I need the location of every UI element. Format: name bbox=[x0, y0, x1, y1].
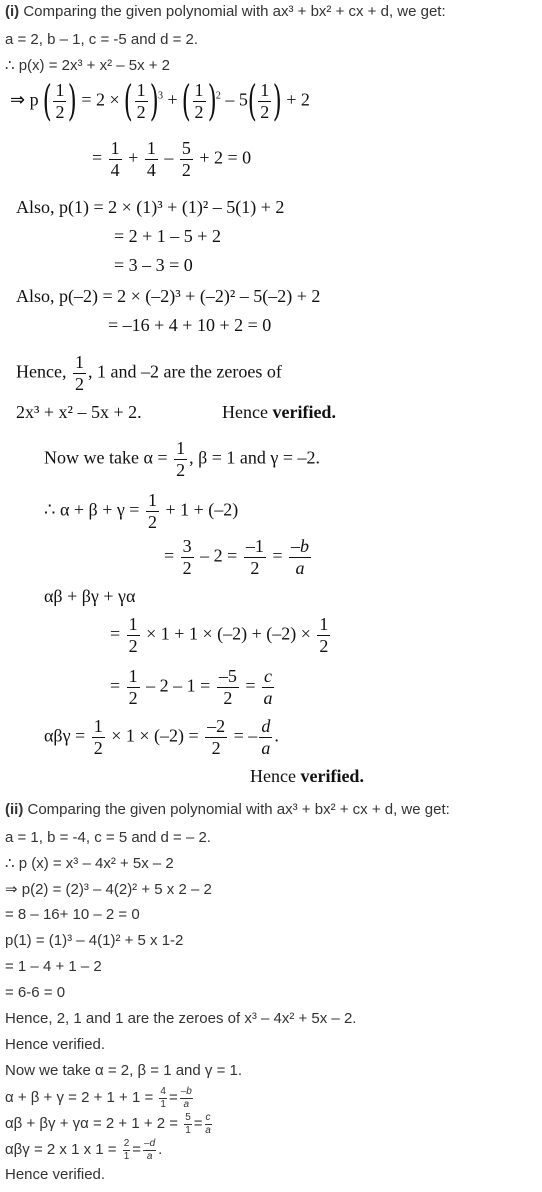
part2-p1-step: = 1 – 4 + 1 – 2 bbox=[5, 958, 102, 975]
part2-poly: ∴ p (x) = x³ – 4x² + 5x – 2 bbox=[5, 855, 174, 872]
part1-sum: ∴ α + β + γ = $\frac{1}{2}$ + 1 + (–2) bbox=[44, 490, 239, 532]
fraction-half: $\frac{1}{2}$ bbox=[55, 80, 65, 122]
part2-intro-line bbox=[5, 801, 450, 818]
fraction-half: $\frac{1}{2}$ bbox=[136, 80, 146, 122]
fraction-half: $\frac{1}{2}$ bbox=[260, 80, 270, 122]
part2-label: (ii) bbox=[5, 801, 24, 818]
part1-coeffs: a = 2, b – 1, c = -5 and d = 2. bbox=[5, 31, 199, 48]
part1-intro: Comparing the given polynomial with ax³ + bx² + cx + d, we get: bbox=[23, 3, 446, 20]
part1-poly: ∴ p(x) = 2x³ + x² – 5x + 2 bbox=[5, 57, 171, 74]
part1-label: (i) bbox=[5, 3, 20, 20]
part2-sum: α + β + γ = 2 + 1 + 1 = $\frac{4}{1}$ = $\frac{-b}{a}$ bbox=[5, 1086, 192, 1110]
part1-sum-result: = $\frac{3}{2}$ – 2 = $\frac{-1}{2}$ = $\frac{-b}{a}$ bbox=[164, 536, 309, 578]
part1-hence-zeroes: Hence, $\frac{1}{2}$ , 1 and –2 are the zeroes of bbox=[16, 352, 282, 394]
part1-pair-eq1: = $\frac{1}{2}$ × 1 + 1 × (–2) + (–2) × $\frac{1}{2}$ bbox=[110, 614, 329, 656]
part1-half-eval: ⇒ p ( $\frac{1}{2}$ ) = 2 × ( $\frac{1}{2}$ )$^3$ + ( $\frac{1}{2}$ )$^2$ – 5( $\frac{1}{2}$ ) + 2 bbox=[10, 76, 310, 126]
part2-product: αβγ = 2 x 1 x 1 = $\frac{2}{1}$ = $\frac{-d}{a}$ . bbox=[5, 1138, 163, 1162]
part2-verified-1: Hence verified. bbox=[5, 1036, 106, 1053]
part1-product: αβγ = $\frac{1}{2}$ × 1 × (–2) = $\frac{-2}{2}$ = – $\frac{d}{a}$ . bbox=[44, 716, 279, 758]
part2-pair: αβ + βγ + γα = 2 + 1 + 2 = $\frac{5}{1}$ = $\frac{c}{a}$ bbox=[5, 1112, 211, 1136]
part2-p2-result: = 8 – 16+ 10 – 2 = 0 bbox=[5, 906, 140, 923]
part1-pair-label: αβ + βγ + γα bbox=[44, 586, 136, 606]
part1-pair-eq2: = $\frac{1}{2}$ – 2 – 1 = $\frac{-5}{2}$ = $\frac{c}{a}$ bbox=[110, 666, 273, 708]
part2-intro: Comparing the given polynomial with ax³ + bx² + cx + d, we get: bbox=[27, 801, 450, 818]
half-eval-prefix: ⇒ p bbox=[10, 89, 39, 110]
part2-zeroes: Hence, 2, 1 and 1 are the zeroes of x³ – 4x² + 5x – 2. bbox=[5, 1010, 357, 1027]
part1-minus-two-result: = –16 + 4 + 10 + 2 = 0 bbox=[108, 315, 272, 335]
part1-hence-verified-1: Hence verified. bbox=[222, 402, 336, 422]
part1-one-result: = 3 – 3 = 0 bbox=[114, 255, 193, 275]
part1-take: Now we take α = $\frac{1}{2}$ , β = 1 and γ = –2. bbox=[44, 438, 320, 480]
part1-minus-two-eval: Also, p(–2) = 2 × (–2)³ + (–2)² – 5(–2) + 2 bbox=[16, 286, 321, 306]
part2-p1: p(1) = (1)³ – 4(1)² + 5 x 1-2 bbox=[5, 932, 184, 949]
part2-coeffs: a = 1, b = -4, c = 5 and d = – 2. bbox=[5, 829, 211, 846]
part2-p1-result: = 6-6 = 0 bbox=[5, 984, 66, 1001]
part2-take: Now we take α = 2, β = 1 and γ = 1. bbox=[5, 1062, 243, 1079]
part2-verified-2: Hence verified. bbox=[5, 1166, 106, 1183]
part1-hence-poly: 2x³ + x² – 5x + 2. bbox=[16, 402, 142, 422]
fraction-half: $\frac{1}{2}$ bbox=[194, 80, 204, 122]
part2-p2: ⇒ p(2) = (2)³ – 4(2)² + 5 x 2 – 2 bbox=[5, 881, 212, 898]
part1-half-sum: = $\frac{1}{4}$ + $\frac{1}{4}$ – $\frac{5}{2}$ + 2 = 0 bbox=[92, 138, 252, 180]
part1-one-eval: Also, p(1) = 2 × (1)³ + (1)² – 5(1) + 2 bbox=[16, 197, 285, 217]
part1-intro-line bbox=[5, 3, 446, 20]
part1-one-step: = 2 + 1 – 5 + 2 bbox=[114, 226, 221, 246]
part1-hence-verified-2: Hence verified. bbox=[250, 766, 364, 786]
